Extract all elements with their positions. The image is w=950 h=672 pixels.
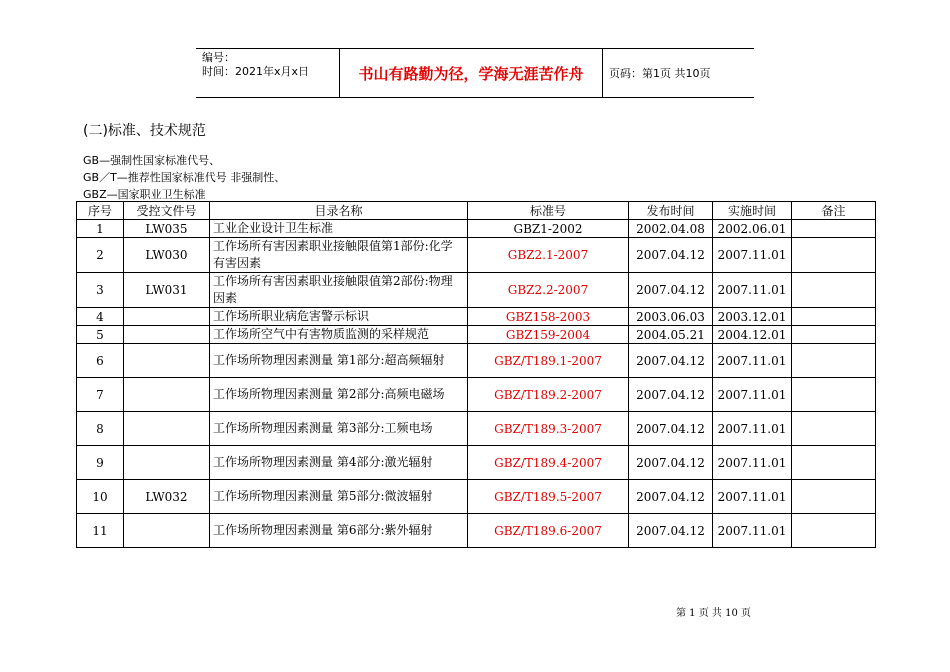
control-number <box>124 378 210 412</box>
column-header: 受控文件号 <box>124 202 210 220</box>
implement-date: 2007.11.01 <box>713 514 792 548</box>
publish-date: 2007.04.12 <box>629 480 713 514</box>
row-number: 8 <box>77 412 124 446</box>
control-number: LW035 <box>124 220 210 238</box>
header-info <box>196 49 340 97</box>
standard-number: GBZ2.1-2007 <box>468 238 629 273</box>
motto: 书山有路勤为径，学海无涯苦作舟 <box>340 49 603 97</box>
row-number: 3 <box>77 273 124 308</box>
publish-date: 2007.04.12 <box>629 273 713 308</box>
standards-table <box>76 201 876 548</box>
publish-date: 2007.04.12 <box>629 238 713 273</box>
publish-date: 2007.04.12 <box>629 412 713 446</box>
control-number <box>124 326 210 344</box>
remark <box>792 273 876 308</box>
section-title: (二)标准、技术规范 <box>83 123 206 139</box>
implement-date: 2007.11.01 <box>713 412 792 446</box>
standard-number: GBZ/T189.5-2007 <box>468 480 629 514</box>
remark <box>792 326 876 344</box>
column-header: 备注 <box>792 202 876 220</box>
column-header: 序号 <box>77 202 124 220</box>
catalog-name: 工作场所物理因素测量 第6部分:紫外辐射 <box>210 514 468 548</box>
remark <box>792 378 876 412</box>
remark <box>792 220 876 238</box>
row-number: 9 <box>77 446 124 480</box>
remark <box>792 308 876 326</box>
table-row <box>77 412 876 446</box>
control-number <box>124 412 210 446</box>
standard-number: GBZ/T189.1-2007 <box>468 344 629 378</box>
row-number: 5 <box>77 326 124 344</box>
catalog-name: 工作场所物理因素测量 第2部分:高频电磁场 <box>210 378 468 412</box>
remark <box>792 238 876 273</box>
standard-number: GBZ/T189.3-2007 <box>468 412 629 446</box>
standard-number: GBZ158-2003 <box>468 308 629 326</box>
row-number: 4 <box>77 308 124 326</box>
remark <box>792 412 876 446</box>
catalog-name: 工作场所职业病危害警示标识 <box>210 308 468 326</box>
catalog-name: 工作场所物理因素测量 第3部分:工频电场 <box>210 412 468 446</box>
remark <box>792 344 876 378</box>
page-footer: 第 1 页 共 10 页 <box>676 608 751 619</box>
catalog-name: 工作场所有害因素职业接触限值第1部份:化学有害因素 <box>210 238 468 273</box>
standard-number: GBZ159-2004 <box>468 326 629 344</box>
row-number: 11 <box>77 514 124 548</box>
table-row <box>77 480 876 514</box>
publish-date: 2003.06.03 <box>629 308 713 326</box>
row-number: 2 <box>77 238 124 273</box>
table-row <box>77 308 876 326</box>
note-line: GB—强制性国家标准代号、 <box>83 154 221 167</box>
remark <box>792 480 876 514</box>
table-row <box>77 326 876 344</box>
publish-date: 2007.04.12 <box>629 344 713 378</box>
remark <box>792 514 876 548</box>
note-line: GB／T—推荐性国家标准代号 非强制性、 <box>83 171 286 184</box>
row-number: 7 <box>77 378 124 412</box>
table-row <box>77 378 876 412</box>
control-number <box>124 446 210 480</box>
standard-number: GBZ/T189.2-2007 <box>468 378 629 412</box>
table-row <box>77 238 876 273</box>
publish-date: 2007.04.12 <box>629 378 713 412</box>
publish-date: 2007.04.12 <box>629 514 713 548</box>
catalog-name: 工作场所物理因素测量 第4部分:激光辐射 <box>210 446 468 480</box>
catalog-name: 工作场所有害因素职业接触限值第2部份:物理因素 <box>210 273 468 308</box>
standard-number: GBZ1-2002 <box>468 220 629 238</box>
publish-date: 2004.05.21 <box>629 326 713 344</box>
document-header <box>196 48 754 98</box>
implement-date: 2007.11.01 <box>713 344 792 378</box>
standard-number: GBZ2.2-2007 <box>468 273 629 308</box>
implement-date: 2007.11.01 <box>713 378 792 412</box>
table-header-row <box>77 202 876 220</box>
table-row <box>77 344 876 378</box>
control-number <box>124 308 210 326</box>
row-number: 6 <box>77 344 124 378</box>
column-header: 发布时间 <box>629 202 713 220</box>
implement-date: 2007.11.01 <box>713 238 792 273</box>
page-text: 页码：第1页 共10页 <box>609 67 711 80</box>
publish-date: 2002.04.08 <box>629 220 713 238</box>
column-header: 目录名称 <box>210 202 468 220</box>
implement-date: 2003.12.01 <box>713 308 792 326</box>
control-number <box>124 344 210 378</box>
column-header: 实施时间 <box>713 202 792 220</box>
catalog-name: 工业企业设计卫生标准 <box>210 220 468 238</box>
table-row <box>77 220 876 238</box>
catalog-name: 工作场所物理因素测量 第1部分:超高频辐射 <box>210 344 468 378</box>
code-label: 编号： <box>202 51 235 64</box>
catalog-name: 工作场所空气中有害物质监测的采样规范 <box>210 326 468 344</box>
publish-date: 2007.04.12 <box>629 446 713 480</box>
standard-number: GBZ/T189.4-2007 <box>468 446 629 480</box>
date-text: 时间：2021年x月x日 <box>202 65 310 78</box>
control-number: LW032 <box>124 480 210 514</box>
implement-date: 2004.12.01 <box>713 326 792 344</box>
table-row <box>77 514 876 548</box>
row-number: 1 <box>77 220 124 238</box>
standard-number: GBZ/T189.6-2007 <box>468 514 629 548</box>
control-number <box>124 514 210 548</box>
note-line: GBZ—国家职业卫生标准 <box>83 188 206 201</box>
implement-date: 2002.06.01 <box>713 220 792 238</box>
implement-date: 2007.11.01 <box>713 480 792 514</box>
table-row <box>77 273 876 308</box>
implement-date: 2007.11.01 <box>713 446 792 480</box>
implement-date: 2007.11.01 <box>713 273 792 308</box>
remark <box>792 446 876 480</box>
control-number: LW030 <box>124 238 210 273</box>
control-number: LW031 <box>124 273 210 308</box>
catalog-name: 工作场所物理因素测量 第5部分:微波辐射 <box>210 480 468 514</box>
table-row <box>77 446 876 480</box>
row-number: 10 <box>77 480 124 514</box>
column-header: 标准号 <box>468 202 629 220</box>
